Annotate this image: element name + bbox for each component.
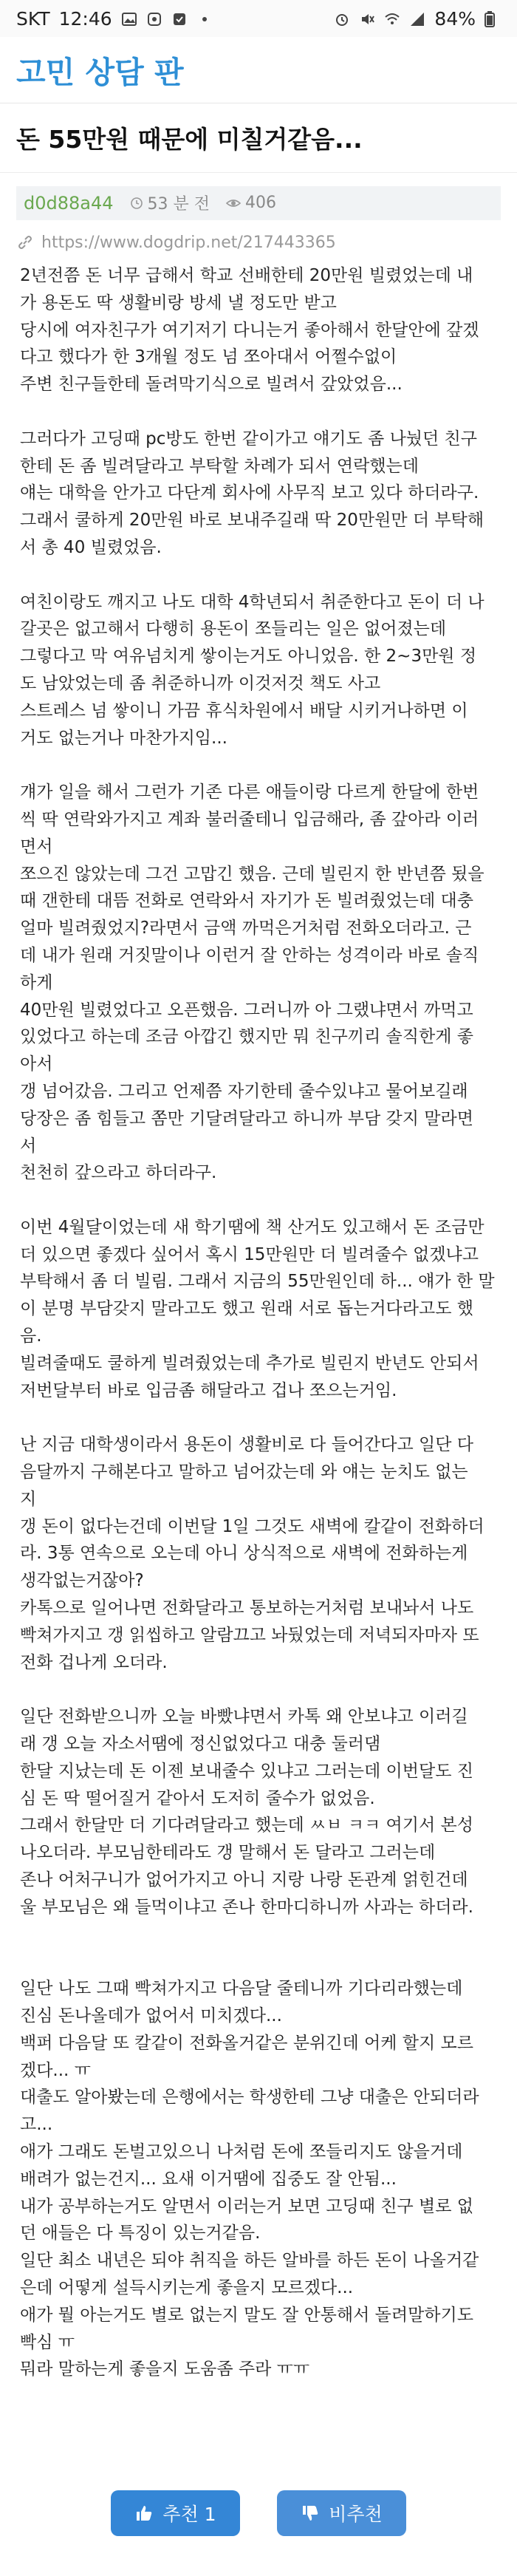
post-paragraph xyxy=(20,1948,504,2383)
post-line: 배려가 없는건지... 요새 이거땜에 집중도 잘 안됨... xyxy=(20,2169,397,2189)
post-line: 얼마 빌려줬었지?라면서 금액 까먹은거처럼 전화오더라고. 근 xyxy=(20,919,472,938)
post-line: 래 갱 오늘 자소서땜에 정신없었다고 대충 둘러댐 xyxy=(20,1734,381,1754)
status-bar xyxy=(0,0,517,37)
post-line: 다고 했다가 한 3개월 정도 넘 쪼아대서 어쩔수없이 xyxy=(20,347,397,367)
gallery-icon xyxy=(121,10,137,27)
signal-icon xyxy=(409,10,425,27)
post-line: 가 용돈도 딱 생활비랑 방세 낼 정도만 받고 xyxy=(20,293,337,313)
post-line: 빡심 ㅠ xyxy=(20,2332,75,2352)
post-line: 존나 어처구니가 없어가지고 아니 지랑 나랑 돈관계 얽힌건데 xyxy=(20,1870,468,1890)
post-author[interactable]: d0d88a44 xyxy=(24,192,114,214)
post-line: 당시에 여자친구가 여기저기 다니는거 좋아해서 한달안에 갚겠 xyxy=(20,320,479,340)
board-title[interactable]: 고민 상담 판 xyxy=(16,55,184,90)
post-line: 카톡으로 일어나면 전화달라고 통보하는거처럼 보내놔서 나도 xyxy=(20,1598,474,1618)
thumbs-up-icon xyxy=(134,2504,154,2523)
post-line: 내가 공부하는거도 알면서 이러는거 보면 고딩때 친구 별로 없 xyxy=(20,2196,473,2216)
post-time xyxy=(130,191,210,214)
post-line: 백퍼 다음달 또 칼같이 전화올거같은 분위긴데 어케 할지 모르 xyxy=(20,2033,473,2053)
post-paragraph xyxy=(20,1431,504,1676)
post-line: 부탁해서 좀 더 빌림. 그래서 지금의 55만원인데 하... 얘가 한 말 xyxy=(20,1272,495,1292)
post-line: 이번 4월달이었는데 새 학기땜에 책 산거도 있고해서 돈 조금만 xyxy=(20,1217,485,1237)
post-line: 진심 돈나올데가 없어서 미치겠다... xyxy=(20,2006,282,2025)
battery-level: 84% xyxy=(434,7,476,30)
post-line: 얘는 대학을 안가고 다단계 회사에 사무직 보고 있다 하더라구. xyxy=(20,483,479,503)
post-paragraph xyxy=(20,1703,504,1921)
post-line: 던 애들은 다 특징이 있는거같음. xyxy=(20,2224,261,2243)
clock: 12:46 xyxy=(58,7,112,30)
post-line: 2년전쯤 돈 너무 급해서 학교 선배한테 20만원 빌렸었는데 내 xyxy=(20,266,473,285)
clock-icon xyxy=(130,197,143,210)
post-paragraph xyxy=(20,589,504,752)
vote-buttons xyxy=(0,2490,517,2536)
post-line: 면서 xyxy=(20,836,53,856)
carrier-label: SKT xyxy=(16,7,50,30)
post-line: 갱 돈이 없다는건데 이번달 1일 그것도 새벽에 칼같이 전화하더 xyxy=(20,1516,485,1536)
post-line: 애가 그래도 돈벌고있으니 나처럼 돈에 쪼들리지도 않을거데 xyxy=(20,2141,463,2161)
upvote-label: 추천 1 xyxy=(162,2504,216,2525)
post-line: 한달 지났는데 돈 이젠 보내줄수 있냐고 그러는데 이번달도 진 xyxy=(20,1761,473,1781)
post-paragraph xyxy=(20,426,504,562)
battery-icon xyxy=(485,10,501,27)
post-link-url[interactable]: https://www.dogdrip.net/217443365 xyxy=(41,233,336,252)
post-paragraph xyxy=(20,779,504,1187)
post-line xyxy=(20,1948,504,1975)
post-line: 서 xyxy=(20,1136,37,1156)
board-header xyxy=(0,37,517,103)
post-title-section xyxy=(0,103,517,173)
post-line: 아서 xyxy=(20,1054,53,1074)
post-line: 지 xyxy=(20,1489,37,1509)
post-line: 쪼으진 않았는데 그건 고맙긴 했음. 근데 빌린지 한 반년쯤 됬을 xyxy=(20,864,485,884)
post-line: 음달까지 구해본다고 말하고 넘어갔는데 와 얘는 눈치도 없는 xyxy=(20,1462,468,1482)
post-line: 겠다... ㅠ xyxy=(20,2060,91,2080)
eye-icon xyxy=(226,197,241,210)
post-line: 전화 겁나게 오더라. xyxy=(20,1652,168,1672)
post-line: 빡쳐가지고 갱 읽씹하고 알람끄고 놔뒀었는데 저녁되자마자 또 xyxy=(20,1625,479,1645)
post-line: 은데 어떻게 설득시키는게 좋을지 모르겠다... xyxy=(20,2277,354,2297)
post-line: 나오더라. 부모님한테라도 갱 말해서 돈 달라고 그러는데 xyxy=(20,1843,436,1863)
post-line: 그러다가 고딩때 pc방도 한번 같이가고 얘기도 좀 나눴던 친구 xyxy=(20,429,477,449)
thumbs-down-icon xyxy=(301,2504,320,2523)
post-line: 그래서 한달만 더 기다려달라고 했는데 ㅆㅂ ㅋㅋ 여기서 본성 xyxy=(20,1816,473,1836)
post-line: 그렇다고 막 여유넘치게 쌓이는거도 아니었음. 한 2~3만원 정 xyxy=(20,647,477,667)
post-line: 고... xyxy=(20,2115,53,2135)
post-paragraph xyxy=(20,262,504,398)
upvote-button[interactable] xyxy=(111,2490,240,2536)
post-line: 애가 뭘 아는거도 별로 없는지 말도 잘 안통해서 돌려말하기도 xyxy=(20,2305,473,2325)
post-line: 40만원 빌렸었다고 오픈했음. 그러니까 아 그랬냐면서 까먹고 xyxy=(20,1000,473,1020)
post-meta xyxy=(16,186,501,220)
status-bar-right xyxy=(334,8,501,30)
link-icon xyxy=(16,234,34,251)
post-views xyxy=(226,194,276,212)
post-time-text: 53 분 전 xyxy=(147,195,210,214)
wifi-icon xyxy=(384,10,400,27)
post-line: 씩 딱 연락와가지고 계좌 불러줄테니 입금해라, 좀 갚아라 이러 xyxy=(20,809,479,829)
post-line: 난 지금 대학생이라서 용돈이 생활비로 다 들어간다고 일단 다 xyxy=(20,1435,473,1455)
post-line: 데 내가 원래 거짓말이나 이런거 잘 안하는 성격이라 바로 솔직 xyxy=(20,945,479,965)
post-line: 음. xyxy=(20,1326,42,1346)
post-line: 걔가 일을 해서 그런가 기존 다른 애들이랑 다르게 한달에 한번 xyxy=(20,783,479,803)
notification-icon xyxy=(146,10,162,27)
post-line: 여친이랑도 깨지고 나도 대학 4학년되서 취준한다고 돈이 더 나 xyxy=(20,592,485,612)
post-title: 돈 55만원 때문에 미칠거같음... xyxy=(16,125,363,154)
post-line: 일단 전화받으니까 오늘 바빴냐면서 카톡 왜 안보냐고 이러길 xyxy=(20,1707,468,1727)
post-paragraph xyxy=(20,1214,504,1405)
post-line: 한테 돈 좀 빌려달라고 부탁할 차례가 되서 연락했는데 xyxy=(20,456,419,476)
post-line: 갈곳은 없고해서 다행히 용돈이 쪼들리는 일은 없어졌는데 xyxy=(20,619,447,639)
post-line: 심 돈 딱 떨어질거 같아서 도저히 줄수가 없었음. xyxy=(20,1788,375,1808)
post-views-text: 406 xyxy=(245,194,277,213)
post-line: 일단 나도 그때 빡쳐가지고 다음달 줄테니까 기다리라했는데 xyxy=(20,1979,463,1999)
post-line: 있었다고 하는데 조금 아깝긴 했지만 뭐 친구끼리 솔직한게 좋 xyxy=(20,1027,473,1047)
post-line: 빌려줄때도 쿨하게 빌려줬었는데 추가로 빌린지 반년도 안되서 xyxy=(20,1353,479,1373)
post-line: 당장은 좀 힘들고 쫌만 기달려달라고 하니까 부담 갖지 말라면 xyxy=(20,1108,473,1128)
post-line: 이 분명 부담갖지 말라고도 했고 원래 서로 돕는거다라고도 했 xyxy=(20,1299,473,1319)
post-line: 갱 넘어갔음. 그리고 언제쯤 자기한테 줄수있냐고 물어보길래 xyxy=(20,1081,468,1101)
post-line: 천천히 갚으라고 하더라구. xyxy=(20,1163,217,1183)
alarm-icon xyxy=(334,10,350,27)
mute-icon xyxy=(359,10,375,27)
more-dots-icon xyxy=(196,10,213,27)
post-line: 더 있으면 좋겠다 싶어서 혹시 15만원만 더 빌려줄수 없겠냐고 xyxy=(20,1244,479,1264)
post-line: 일단 최소 내년은 되야 취직을 하든 알바를 하든 돈이 나올거같 xyxy=(20,2251,479,2271)
post-line: 때 갠한테 대뜸 전화로 연락와서 자기가 돈 빌려줬었는데 대충 xyxy=(20,891,473,911)
post-line: 저번달부터 바로 입금좀 해달라고 겁나 쪼으는거임. xyxy=(20,1380,397,1400)
post-line: 서 총 40 빌렸었음. xyxy=(20,537,162,557)
app-icon xyxy=(171,10,188,27)
post-line: 뭐라 말하는게 좋을지 도움좀 주라 ㅠㅠ xyxy=(20,2359,310,2379)
post-line: 울 부모님은 왜 들먹이냐고 존나 한마디하니까 사과는 하더라. xyxy=(20,1897,473,1917)
post-link[interactable] xyxy=(0,220,517,252)
downvote-button[interactable] xyxy=(277,2490,406,2536)
post-line: 라. 3통 연속으로 오는데 아니 상식적으로 새벽에 전화하는게 xyxy=(20,1544,468,1564)
post-line: 대출도 알아봤는데 은행에서는 학생한테 그냥 대출은 안되더라 xyxy=(20,2088,479,2108)
post-line: 생각없는거잖아? xyxy=(20,1571,144,1591)
post-line: 도 남았었는데 좀 취준하니까 이것저것 책도 사고 xyxy=(20,673,381,693)
post-line: 주변 친구들한테 돌려막기식으로 빌려서 갚았었음... xyxy=(20,375,403,395)
post-line: 하게 xyxy=(20,972,53,992)
post-body xyxy=(20,262,504,2383)
status-bar-left xyxy=(16,8,213,30)
post-line: 스트레스 넘 쌓이니 가끔 휴식차원에서 배달 시키거나하면 이 xyxy=(20,701,468,720)
post-line: 그래서 쿨하게 20만원 바로 보내주길래 딱 20만원만 더 부탁해 xyxy=(20,511,485,531)
post-line: 거도 없는거나 마찬가지임... xyxy=(20,728,227,748)
downvote-label: 비추천 xyxy=(329,2504,383,2525)
